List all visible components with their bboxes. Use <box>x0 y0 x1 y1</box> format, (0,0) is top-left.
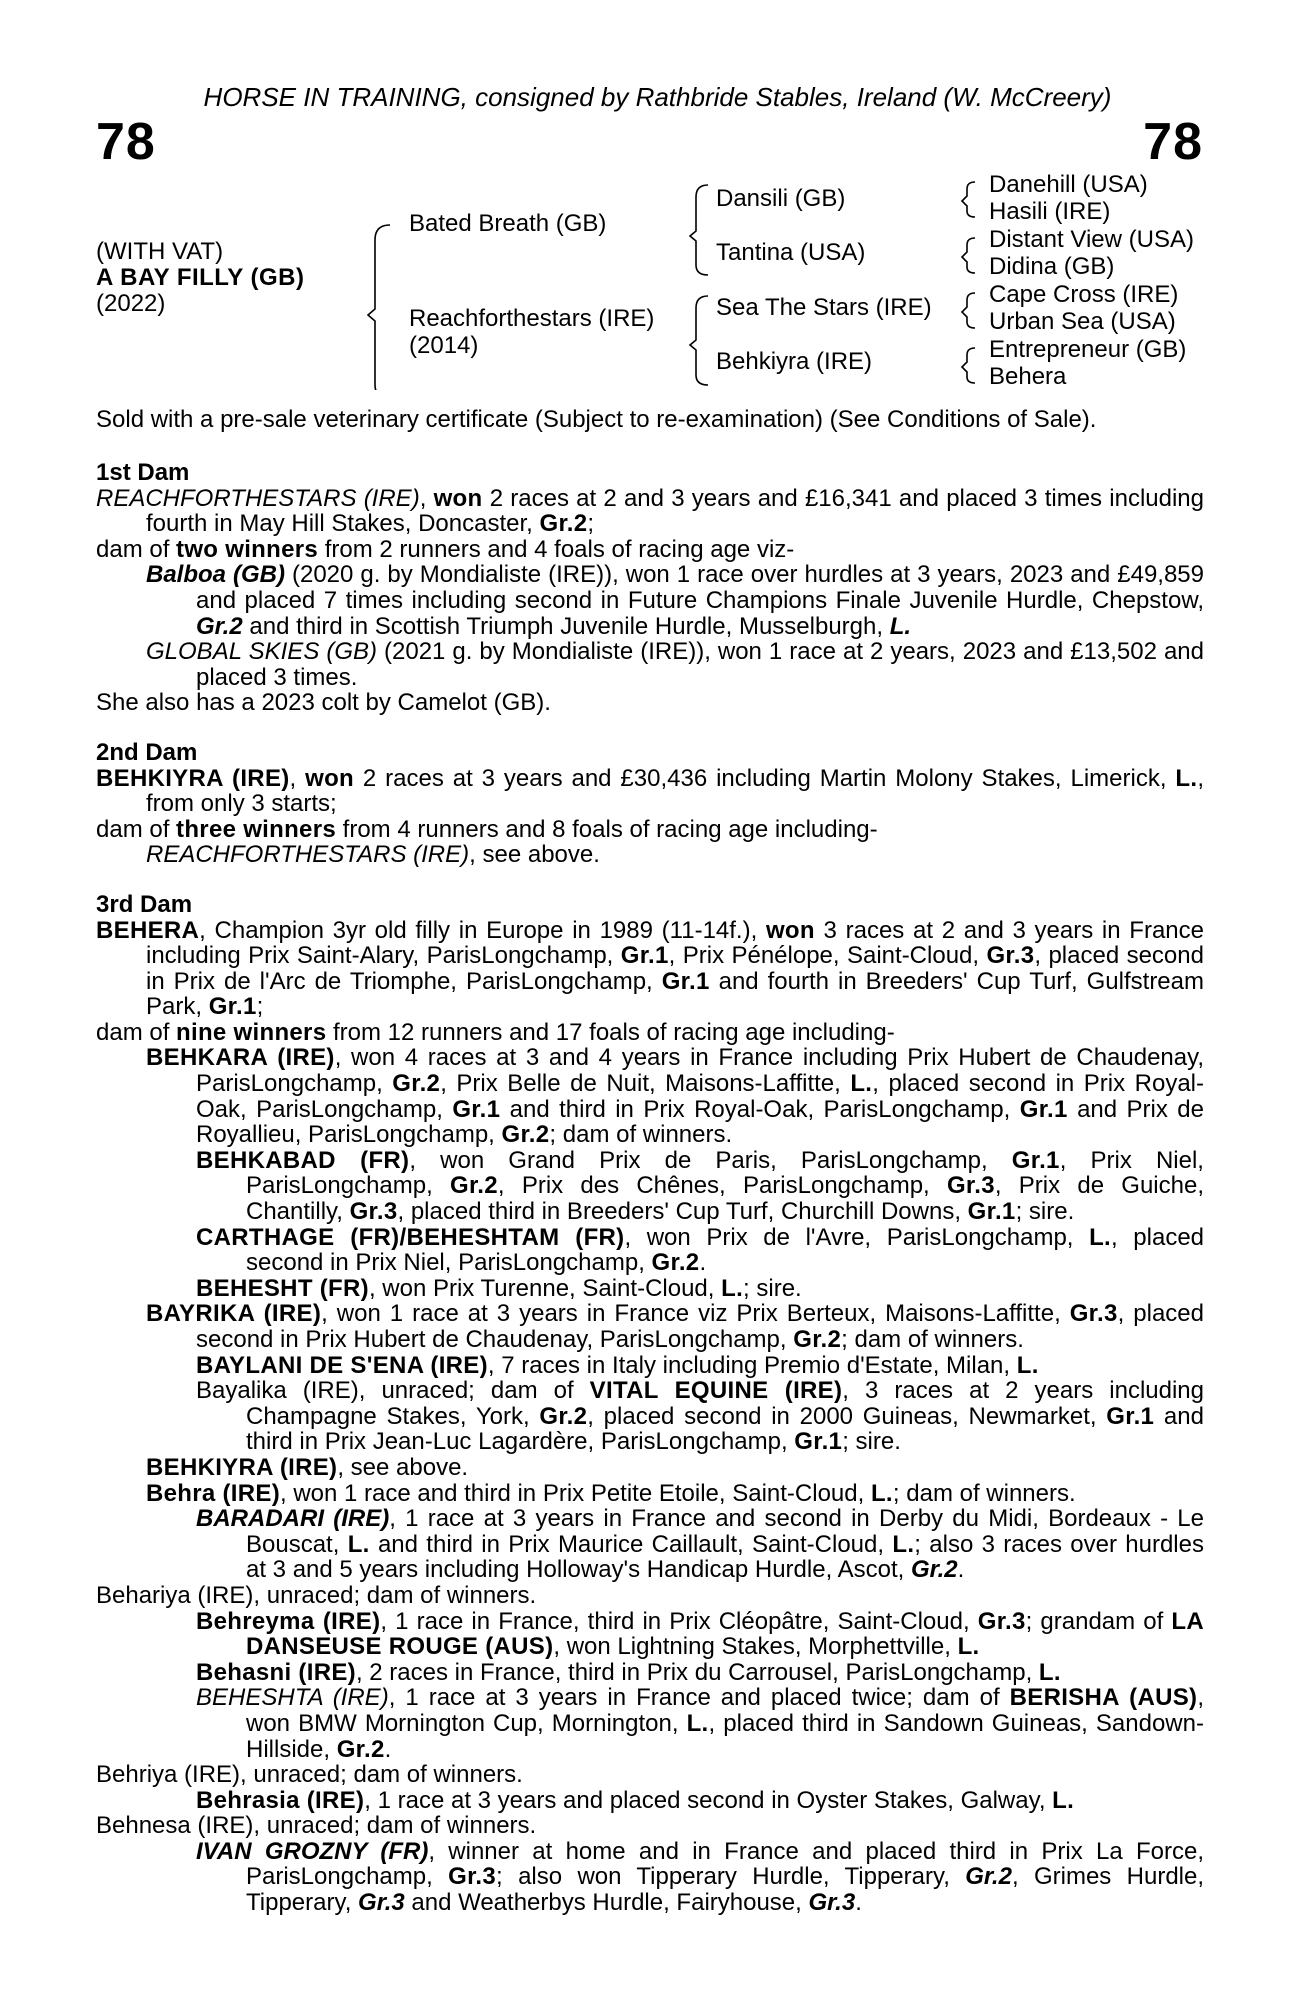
lot-number-left: 78 <box>96 113 156 171</box>
second-dam-foal: REACHFORTHESTARS (IRE), see above. <box>146 841 600 869</box>
foal-ivan-grozny: IVAN GROZNY (FR), winner at home and in France and placed third in Prix La Force, ParisLongchamp, Gr.3; also won Tipperary Hurdle, Tipperary, Gr.2, Grimes Hurdle, Tipperary, Gr.3 and Weatherbys Hurdle, Fairyhouse, Gr.3. <box>196 1837 1205 1917</box>
sire-sire: Dansili (GB) <box>716 185 846 212</box>
foal-baradari: BARADARI (IRE), 1 race at 3 years in France and second in Derby du Midi, Bordeaux - Le Bouscat, L. and third in Prix Maurice Caillault, Saint-Cloud, L.; also 3 races over hurdles at 3 and 5 years including Holloway's Handicap Hurdle, Ascot, Gr.2. <box>196 1505 1204 1584</box>
first-dam-foal-balboa: Balboa (GB) (2020 g. by Mondialiste (IRE)), won 1 race over hurdles at 3 years, 2023 and £49,859 and placed 7 times including second in Future Champions Finale Juvenile Hurdle, Chepstow, Gr.2 and third in Scottish Triumph Juvenile Hurdle, Musselburgh, L. <box>146 561 1204 640</box>
foal-beheshta: BEHESHTA (IRE), 1 race at 3 years in France and placed twice; dam of BERISHA (AUS), won BMW Mornington Cup, Mornington, L., placed third in Sandown Guineas, Sandown-Hillside, Gr.2. <box>196 1684 1204 1763</box>
horse-year: (2022) <box>96 290 166 317</box>
horse-name: A BAY FILLY (GB) <box>96 264 305 291</box>
dam-dam: Behkiyra (IRE) <box>716 348 873 375</box>
first-dam-entry: REACHFORTHESTARS (IRE), won 2 races at 2 and 3 years and £16,341 and placed 3 times including fourth in May Hill Stakes, Doncaster, Gr.2; <box>96 484 1204 538</box>
foal-behra: Behra (IRE), won 1 race and third in Prix Petite Etoile, Saint-Cloud, L.; dam of winners. <box>146 1479 1076 1507</box>
gg-sdd: Didina (GB) <box>989 253 1115 280</box>
foal-behrasia: Behrasia (IRE), 1 race at 3 years and placed second in Oyster Stakes, Galway, L. <box>196 1786 1075 1814</box>
foal-behnesa: Behnesa (IRE), unraced; dam of winners. <box>96 1812 537 1840</box>
vat-label: (WITH VAT) <box>96 238 224 265</box>
bracket-sire <box>690 185 708 275</box>
bracket-gen1 <box>368 225 390 390</box>
foal-behkabad: BEHKABAD (FR), won Grand Prix de Paris, ParisLongchamp, Gr.1, Prix Niel, ParisLongchamp, Gr.2, Prix des Chênes, ParisLongchamp, Gr.3, Prix de Guiche, Chantilly, Gr.3, placed third in Breeders' Cup Turf, Churchill Downs, Gr.1; sire. <box>196 1146 1204 1226</box>
foal-behesht: BEHESHT (FR), won Prix Turenne, Saint-Cloud, L.; sire. <box>196 1274 802 1302</box>
catalogue-body <box>96 460 1204 1940</box>
first-dam-note: She also has a 2023 colt by Camelot (GB). <box>96 689 551 717</box>
vet-note: Sold with a pre-sale veterinary certificate (Subject to re-examination) (See Conditions of Sale). <box>96 406 1097 433</box>
first-dam-produce-summary: dam of two winners from 2 runners and 4 foals of racing age viz- <box>96 535 795 563</box>
foal-bayrika: BAYRIKA (IRE), won 1 race at 3 years in France viz Prix Berteux, Maisons-Laffitte, Gr.3, placed second in Prix Hubert de Chaudenay, ParisLongchamp, Gr.2; dam of winners. <box>146 1300 1204 1353</box>
bracket-ss <box>962 182 975 217</box>
pedigree-table <box>0 165 1315 390</box>
gg-dds: Entrepreneur (GB) <box>989 336 1187 363</box>
dam-name: Reachforthestars (IRE) <box>409 305 655 332</box>
second-dam-heading: 2nd Dam <box>96 738 198 766</box>
foal-behriya: Behriya (IRE), unraced; dam of winners. <box>96 1761 523 1789</box>
foal-behariya: Behariya (IRE), unraced; dam of winners. <box>96 1581 537 1609</box>
gg-dss: Cape Cross (IRE) <box>989 281 1179 308</box>
second-dam-produce-summary: dam of three winners from 4 runners and 8 foals of racing age including- <box>96 815 878 843</box>
first-dam-heading: 1st Dam <box>96 459 190 486</box>
lot-number-right: 78 <box>1143 113 1203 171</box>
sire-dam: Tantina (USA) <box>716 239 866 266</box>
gg-ssd: Hasili (IRE) <box>989 198 1111 225</box>
first-dam-section <box>96 460 1204 716</box>
third-dam-heading: 3rd Dam <box>96 890 193 918</box>
bracket-dam <box>690 296 708 385</box>
first-dam-foal-global-skies: GLOBAL SKIES (GB) (2021 g. by Mondialiste (IRE)), won 1 race at 2 years, 2023 and £13,502 and placed 3 times. <box>146 638 1204 691</box>
dam-sire: Sea The Stars (IRE) <box>716 294 932 321</box>
third-dam-section <box>96 892 1204 1916</box>
gg-dsd: Urban Sea (USA) <box>989 308 1176 335</box>
gg-sds: Distant View (USA) <box>989 226 1194 253</box>
foal-baylani: BAYLANI DE S'ENA (IRE), 7 races in Italy including Premio d'Estate, Milan, L. <box>196 1351 1039 1379</box>
foal-bayalika: Bayalika (IRE), unraced; dam of VITAL EQUINE (IRE), 3 races at 2 years including Champagne Stakes, York, Gr.2, placed second in 2000 Guineas, Newmarket, Gr.1 and third in Prix Jean-Luc Lagardère, ParisLongchamp, Gr.1; sire. <box>196 1377 1204 1456</box>
second-dam-section <box>96 740 1204 868</box>
sire-name: Bated Breath (GB) <box>409 210 607 237</box>
gg-ddd: Behera <box>989 363 1067 390</box>
foal-behasni: Behasni (IRE), 2 races in France, third in Prix du Carrousel, ParisLongchamp, L. <box>196 1658 1061 1686</box>
foal-behkara: BEHKARA (IRE), won 4 races at 3 and 4 years in France including Prix Hubert de Chaudenay, ParisLongchamp, Gr.2, Prix Belle de Nuit, Maisons-Laffitte, L., placed second in Prix Royal-Oak, ParisLongchamp, Gr.1 and third in Prix Royal-Oak, ParisLongchamp, Gr.1 and Prix de Royallieu, ParisLongchamp, Gr.2; dam of winners. <box>146 1044 1205 1149</box>
bracket-sd <box>962 238 975 273</box>
foal-behreyma: Behreyma (IRE), 1 race in France, third in Prix Cléopâtre, Saint-Cloud, Gr.3; grandam of LA DANSEUSE ROUGE (AUS), won Lightning Stakes, Morphettville, L. <box>196 1607 1204 1661</box>
third-dam-entry: BEHERA, Champion 3yr old filly in Europe in 1989 (11-14f.), won 3 races at 2 and 3 years in France including Prix Saint-Alary, ParisLongchamp, Gr.1, Prix Pénélope, Saint-Cloud, Gr.3, placed second in Prix de l'Arc de Triomphe, ParisLongchamp, Gr.1 and fourth in Breeders' Cup Turf, Gulfstream Park, Gr.1; <box>96 916 1204 1021</box>
foal-behkiyra: BEHKIYRA (IRE), see above. <box>146 1453 469 1481</box>
dam-year: (2014) <box>409 332 479 359</box>
foal-carthage: CARTHAGE (FR)/BEHESHTAM (FR), won Prix de l'Avre, ParisLongchamp, L., placed second in Prix Niel, ParisLongchamp, Gr.2. <box>196 1223 1205 1277</box>
bracket-dd <box>962 348 975 383</box>
second-dam-entry: BEHKIYRA (IRE), won 2 races at 3 years and £30,436 including Martin Molony Stakes, Limerick, L., from only 3 starts; <box>96 764 1204 818</box>
third-dam-produce-summary: dam of nine winners from 12 runners and 17 foals of racing age including- <box>96 1018 895 1046</box>
page-header-title: HORSE IN TRAINING, consigned by Rathbride Stables, Ireland (W. McCreery) <box>203 82 1112 112</box>
bracket-ds <box>962 293 975 328</box>
gg-sss: Danehill (USA) <box>989 171 1148 198</box>
